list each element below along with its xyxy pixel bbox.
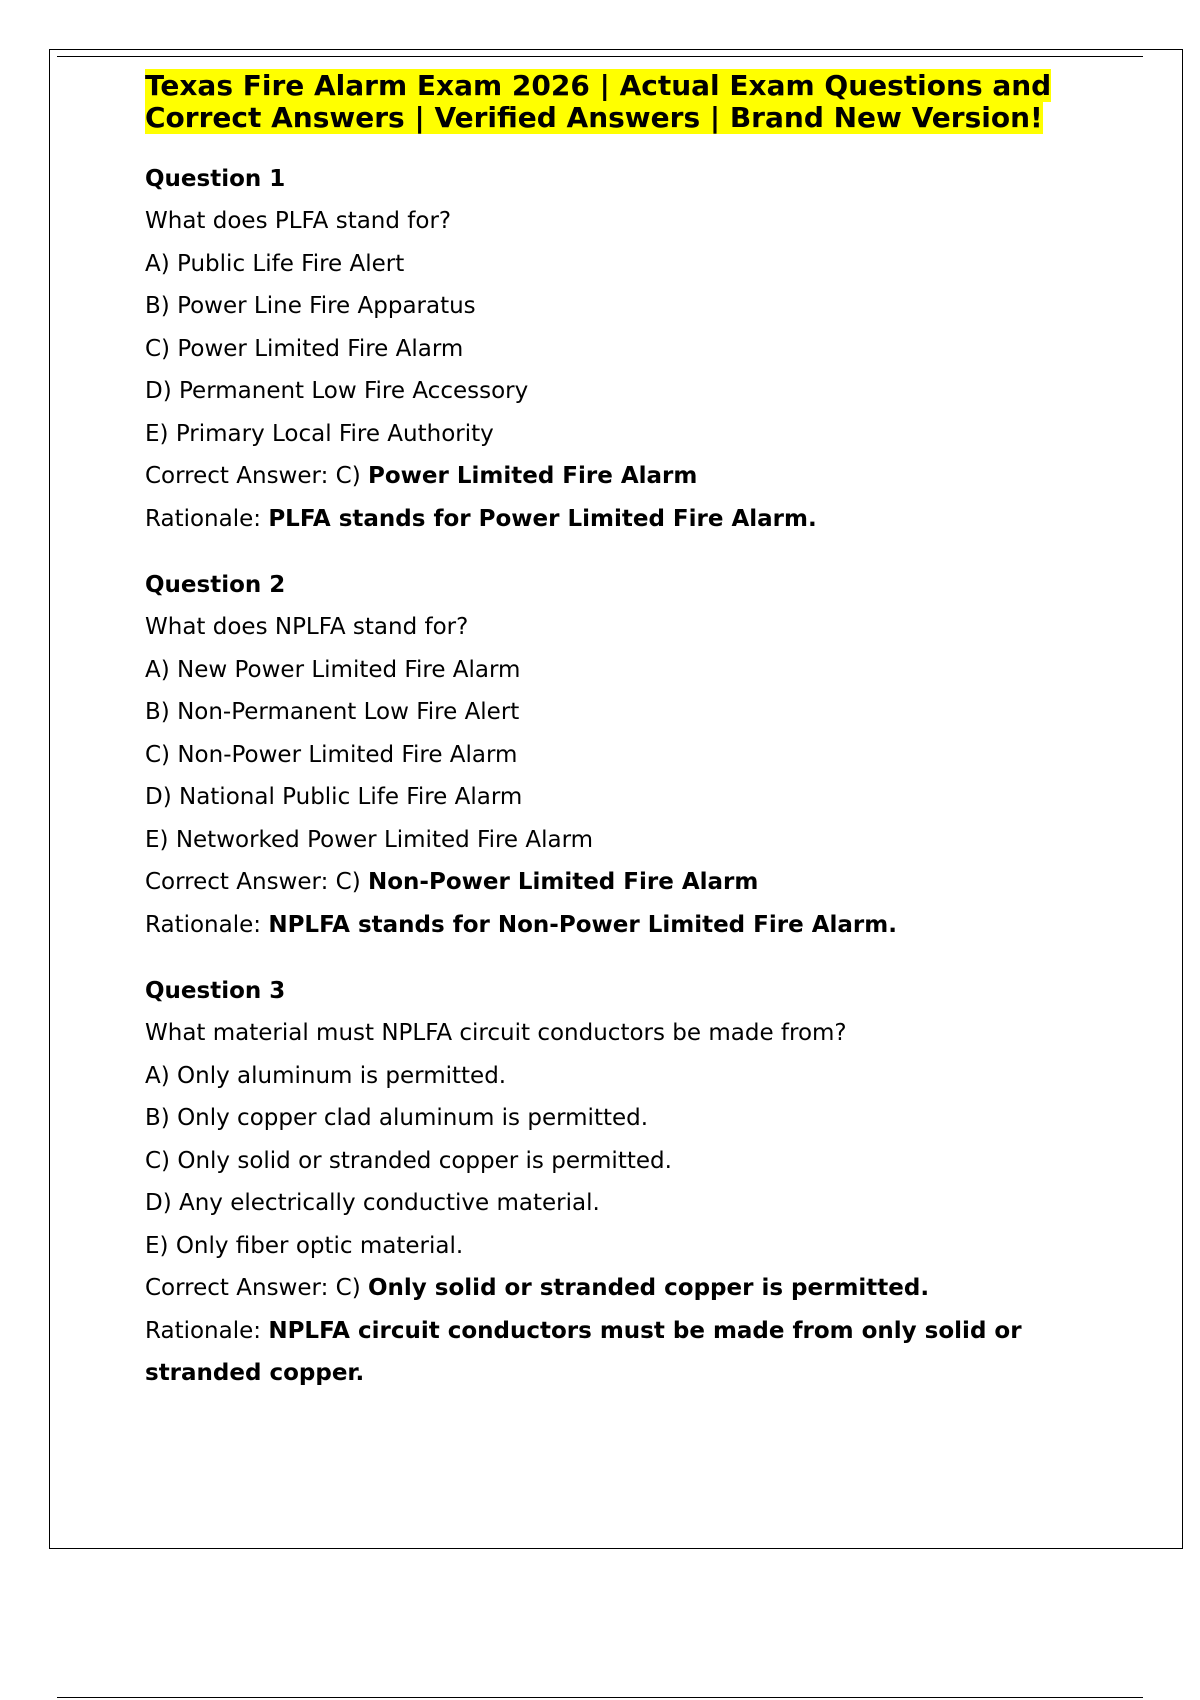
option-a: A) Public Life Fire Alert — [145, 250, 405, 277]
question-heading: Question 3 — [145, 978, 286, 1004]
question-heading: Question 1 — [145, 166, 286, 192]
rationale-text: PLFA stands for Power Limited Fire Alarm. — [268, 505, 817, 532]
correct-answer — [145, 861, 1105, 904]
option-e: E) Only fiber optic material. — [145, 1232, 464, 1259]
option-d: D) Any electrically conductive material. — [145, 1190, 600, 1216]
option-a: A) Only aluminum is permitted. — [145, 1062, 507, 1089]
correct-answer-label: Correct Answer: — [145, 463, 329, 489]
rationale-label: Rationale: — [145, 1317, 262, 1344]
question-prompt: What does PLFA stand for? — [145, 208, 452, 234]
rationale — [145, 498, 1105, 541]
question-block — [145, 158, 1105, 540]
option-b: B) Only copper clad aluminum is permitted. — [145, 1105, 649, 1131]
document-body — [145, 70, 1105, 1395]
option-c: C) Only solid or stranded copper is permitted. — [145, 1147, 672, 1174]
option-c: C) Power Limited Fire Alarm — [145, 335, 464, 362]
option-d: D) Permanent Low Fire Accessory — [145, 378, 529, 404]
correct-answer-label: Correct Answer: — [145, 1275, 329, 1301]
document-title — [145, 70, 1105, 134]
rationale-text: NPLFA circuit conductors must be made from only solid or stranded copper. — [145, 1317, 1022, 1386]
document-title-text: Texas Fire Alarm Exam 2026 | Actual Exam Questions and Correct Answers | Verified Answers | Brand New Version! — [145, 69, 1052, 134]
bottom-rule — [57, 1697, 1143, 1698]
rationale-label: Rationale: — [145, 505, 262, 532]
top-rule — [57, 56, 1143, 57]
correct-answer-text: Only solid or stranded copper is permitted. — [368, 1275, 930, 1301]
question-block — [145, 564, 1105, 946]
option-c: C) Non-Power Limited Fire Alarm — [145, 741, 518, 768]
rationale — [145, 904, 1105, 947]
rationale — [145, 1310, 1105, 1395]
correct-answer-text: Non-Power Limited Fire Alarm — [368, 869, 759, 895]
option-d: D) National Public Life Fire Alarm — [145, 784, 523, 810]
option-e: E) Primary Local Fire Authority — [145, 420, 494, 447]
option-b: B) Power Line Fire Apparatus — [145, 293, 476, 319]
correct-answer-letter: C) — [335, 1275, 361, 1301]
question-block — [145, 970, 1105, 1395]
correct-answer — [145, 455, 1105, 498]
correct-answer-letter: C) — [335, 463, 361, 489]
correct-answer-letter: C) — [335, 869, 361, 895]
option-b: B) Non-Permanent Low Fire Alert — [145, 699, 520, 725]
correct-answer — [145, 1267, 1105, 1310]
option-e: E) Networked Power Limited Fire Alarm — [145, 826, 594, 853]
question-prompt: What does NPLFA stand for? — [145, 614, 469, 640]
correct-answer-text: Power Limited Fire Alarm — [368, 463, 698, 489]
rationale-label: Rationale: — [145, 911, 262, 938]
question-prompt: What material must NPLFA circuit conductors be made from? — [145, 1020, 847, 1046]
correct-answer-label: Correct Answer: — [145, 869, 329, 895]
question-heading: Question 2 — [145, 572, 286, 598]
option-a: A) New Power Limited Fire Alarm — [145, 656, 521, 683]
rationale-text: NPLFA stands for Non-Power Limited Fire Alarm. — [268, 911, 897, 938]
